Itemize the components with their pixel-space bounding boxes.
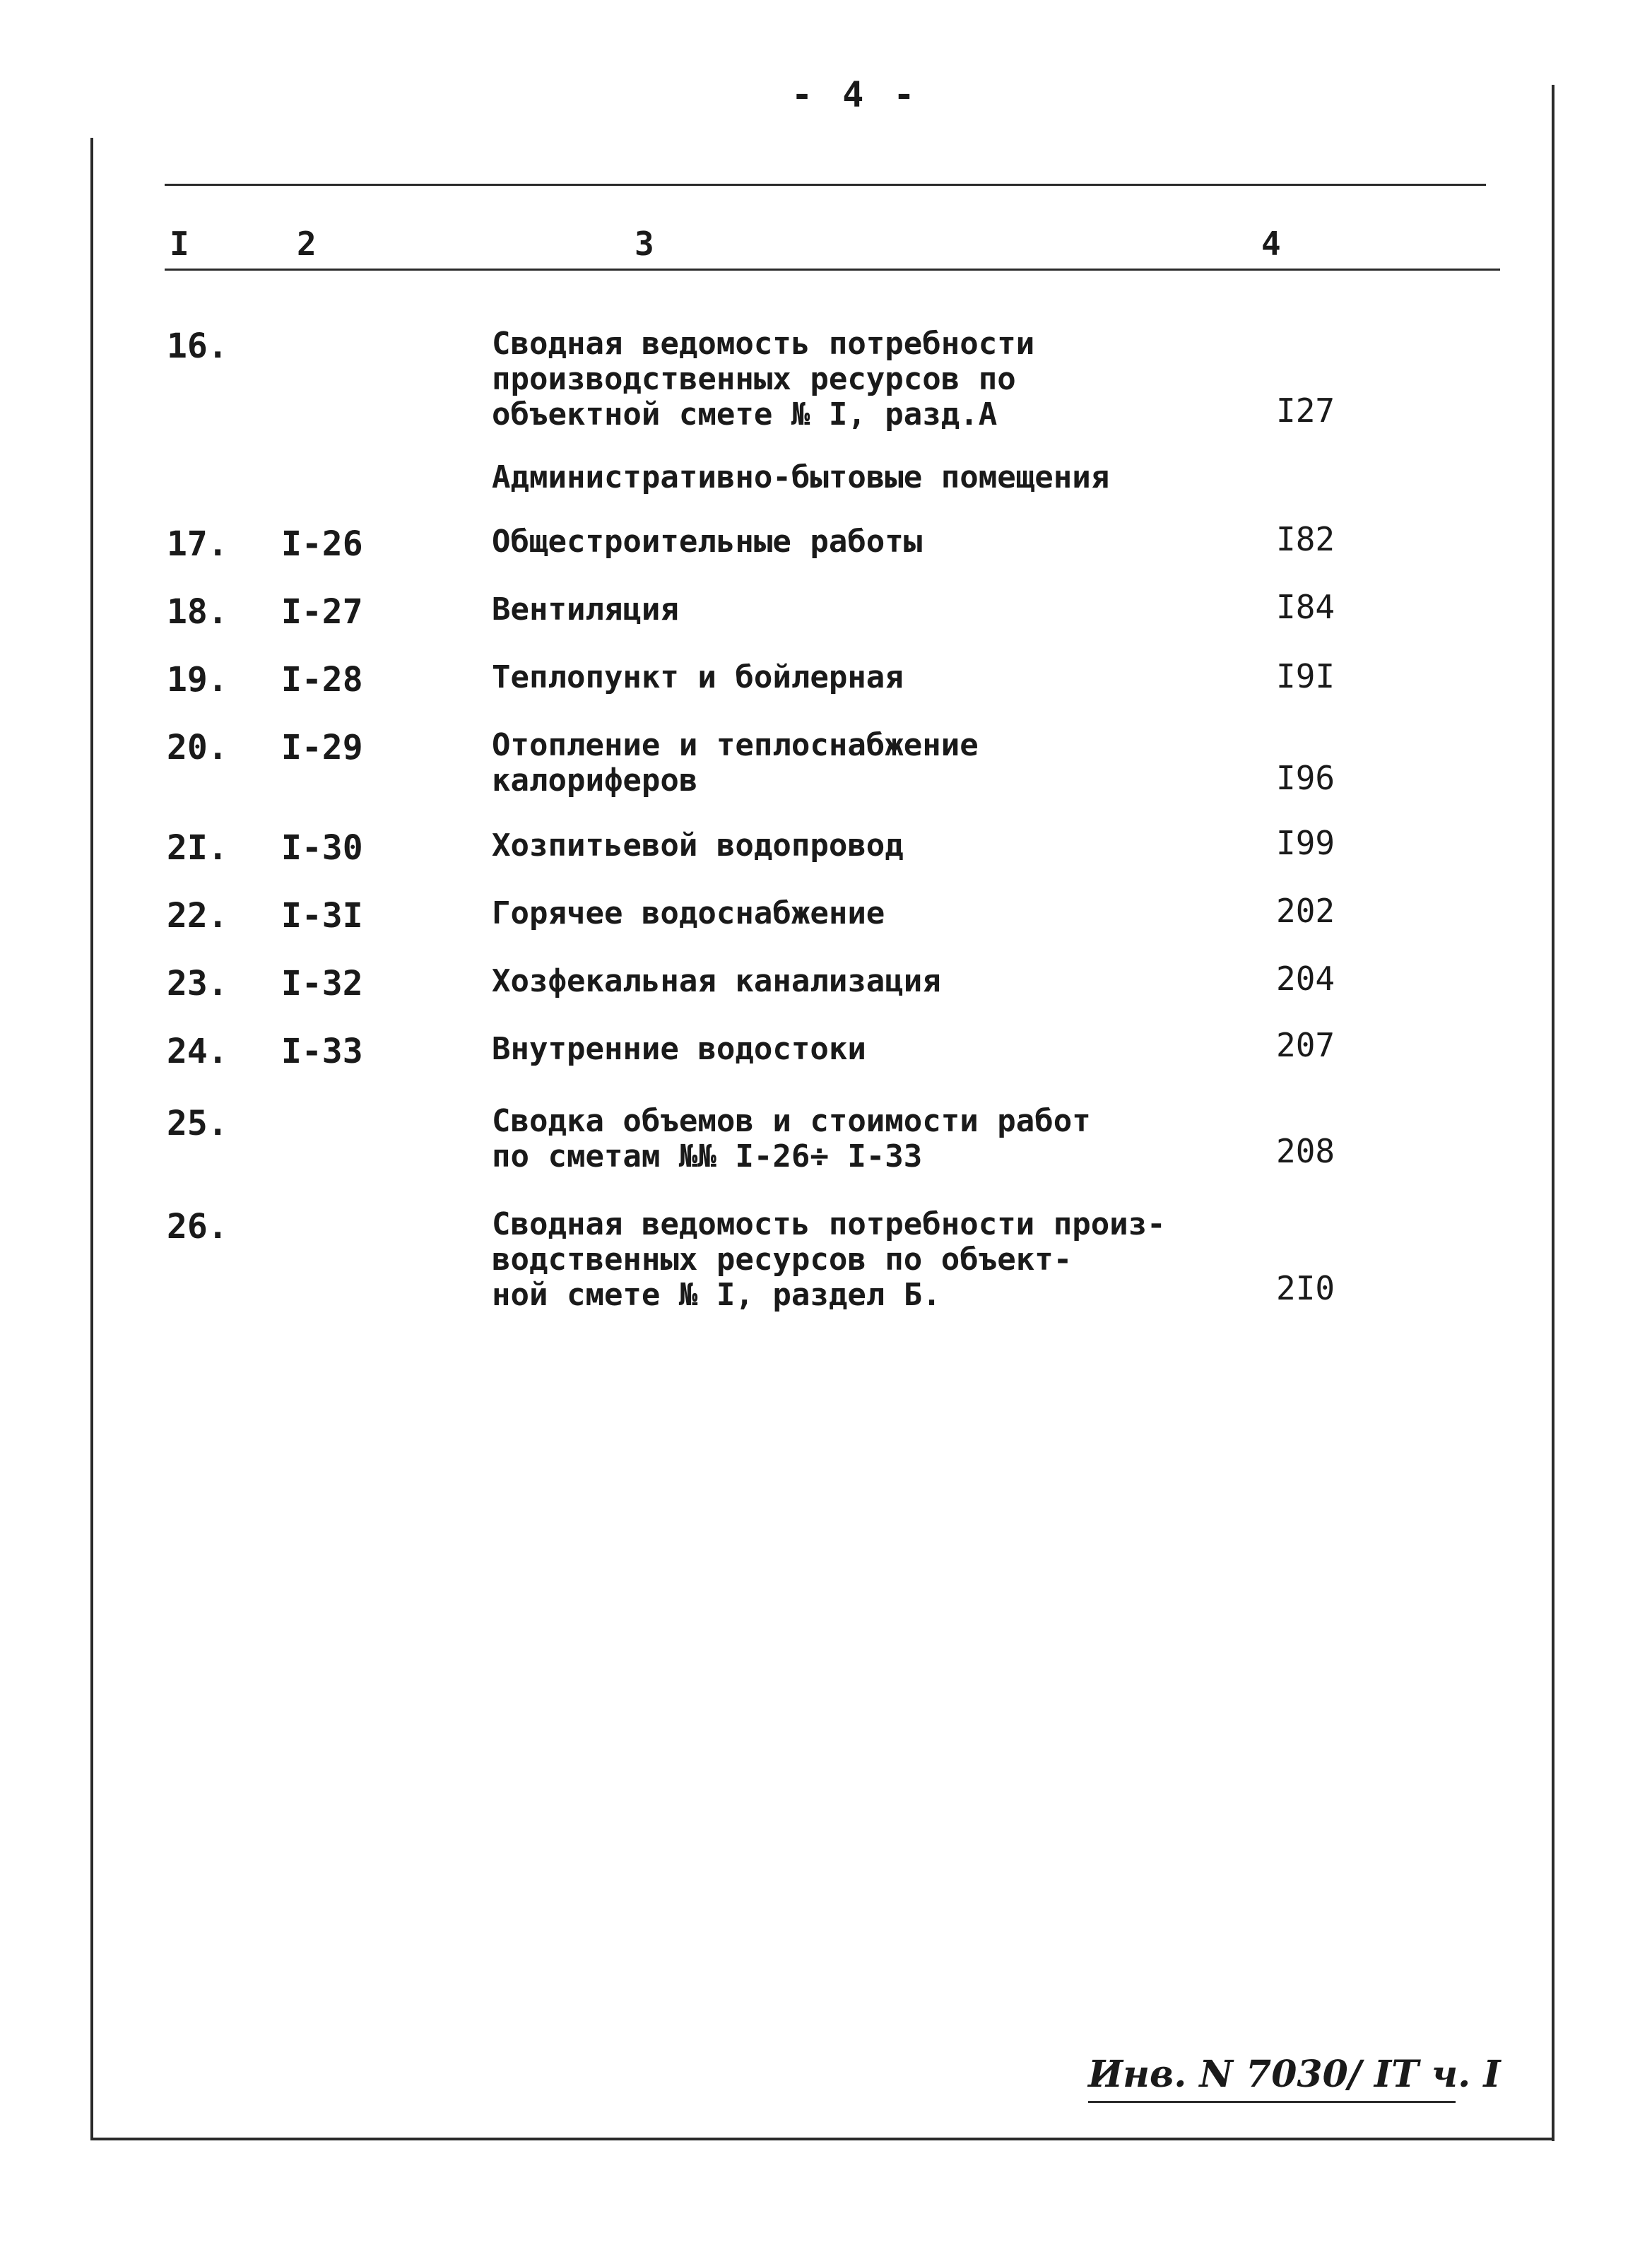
column-header-1: I xyxy=(170,225,189,263)
row-description: Общестроительные работы xyxy=(492,524,923,560)
row-page: I82 xyxy=(1276,520,1335,558)
frame-bottom-border xyxy=(90,2138,1554,2140)
row-description: Хозпитьевой водопровод xyxy=(492,827,904,864)
frame-left-border xyxy=(90,138,93,2138)
row-code: I-33 xyxy=(281,1032,363,1071)
inventory-underline xyxy=(1088,2101,1456,2103)
row-description: Сводка объемов и стоимости работ по сметам №№ I-26÷ I-33 xyxy=(492,1103,1091,1174)
row-page: I84 xyxy=(1276,588,1335,626)
row-description: Внутренние водостоки xyxy=(492,1031,866,1067)
row-number: 19. xyxy=(167,660,228,700)
row-page: 207 xyxy=(1276,1026,1335,1064)
column-header-3: 3 xyxy=(635,225,654,263)
page-number: - 4 - xyxy=(791,74,919,115)
row-number: 26. xyxy=(167,1207,228,1247)
section-subheading: Административно-бытовые помещения xyxy=(492,459,1110,495)
row-page: I27 xyxy=(1276,391,1335,430)
row-number: 25. xyxy=(167,1104,228,1143)
row-description: Горячее водоснабжение xyxy=(492,895,885,931)
row-page: I99 xyxy=(1276,824,1335,862)
row-number: 18. xyxy=(167,592,228,632)
row-code: I-28 xyxy=(281,660,363,700)
row-number: 24. xyxy=(167,1032,228,1071)
row-page: 2I0 xyxy=(1276,1269,1335,1307)
row-description: Теплопункт и бойлерная xyxy=(492,659,904,695)
row-code: I-30 xyxy=(281,828,363,868)
row-page: I9I xyxy=(1276,657,1335,695)
row-page: I96 xyxy=(1276,759,1335,797)
row-code: I-26 xyxy=(281,524,363,564)
frame-right-border xyxy=(1552,85,1554,2141)
row-page: 204 xyxy=(1276,960,1335,998)
row-code: I-32 xyxy=(281,964,363,1003)
row-number: 2I. xyxy=(167,828,228,868)
row-number: 16. xyxy=(167,326,228,366)
row-code: I-29 xyxy=(281,728,363,767)
row-description: Вентиляция xyxy=(492,591,679,627)
row-description: Отопление и теплоснабжение калориферов xyxy=(492,727,979,799)
row-description: Сводная ведомость потребности производственных ресурсов по объектной смете № I, разд.А xyxy=(492,326,1035,432)
row-description: Хозфекальная канализация xyxy=(492,963,941,999)
row-number: 20. xyxy=(167,728,228,767)
column-header-4: 4 xyxy=(1261,225,1281,263)
row-page: 202 xyxy=(1276,892,1335,930)
row-description: Сводная ведомость потребности произ- водственных ресурсов по объект- ной смете № I, раздел Б. xyxy=(492,1206,1166,1313)
column-header-2: 2 xyxy=(297,225,317,263)
row-number: 17. xyxy=(167,524,228,564)
row-page: 208 xyxy=(1276,1132,1335,1170)
row-number: 23. xyxy=(167,964,228,1003)
row-code: I-27 xyxy=(281,592,363,632)
inventory-note: Инв. N 7030/ IT ч. I xyxy=(1088,2053,1501,2096)
row-code: I-3I xyxy=(281,896,363,936)
table-top-rule xyxy=(165,184,1486,186)
table-header-rule xyxy=(165,269,1500,271)
row-number: 22. xyxy=(167,896,228,936)
